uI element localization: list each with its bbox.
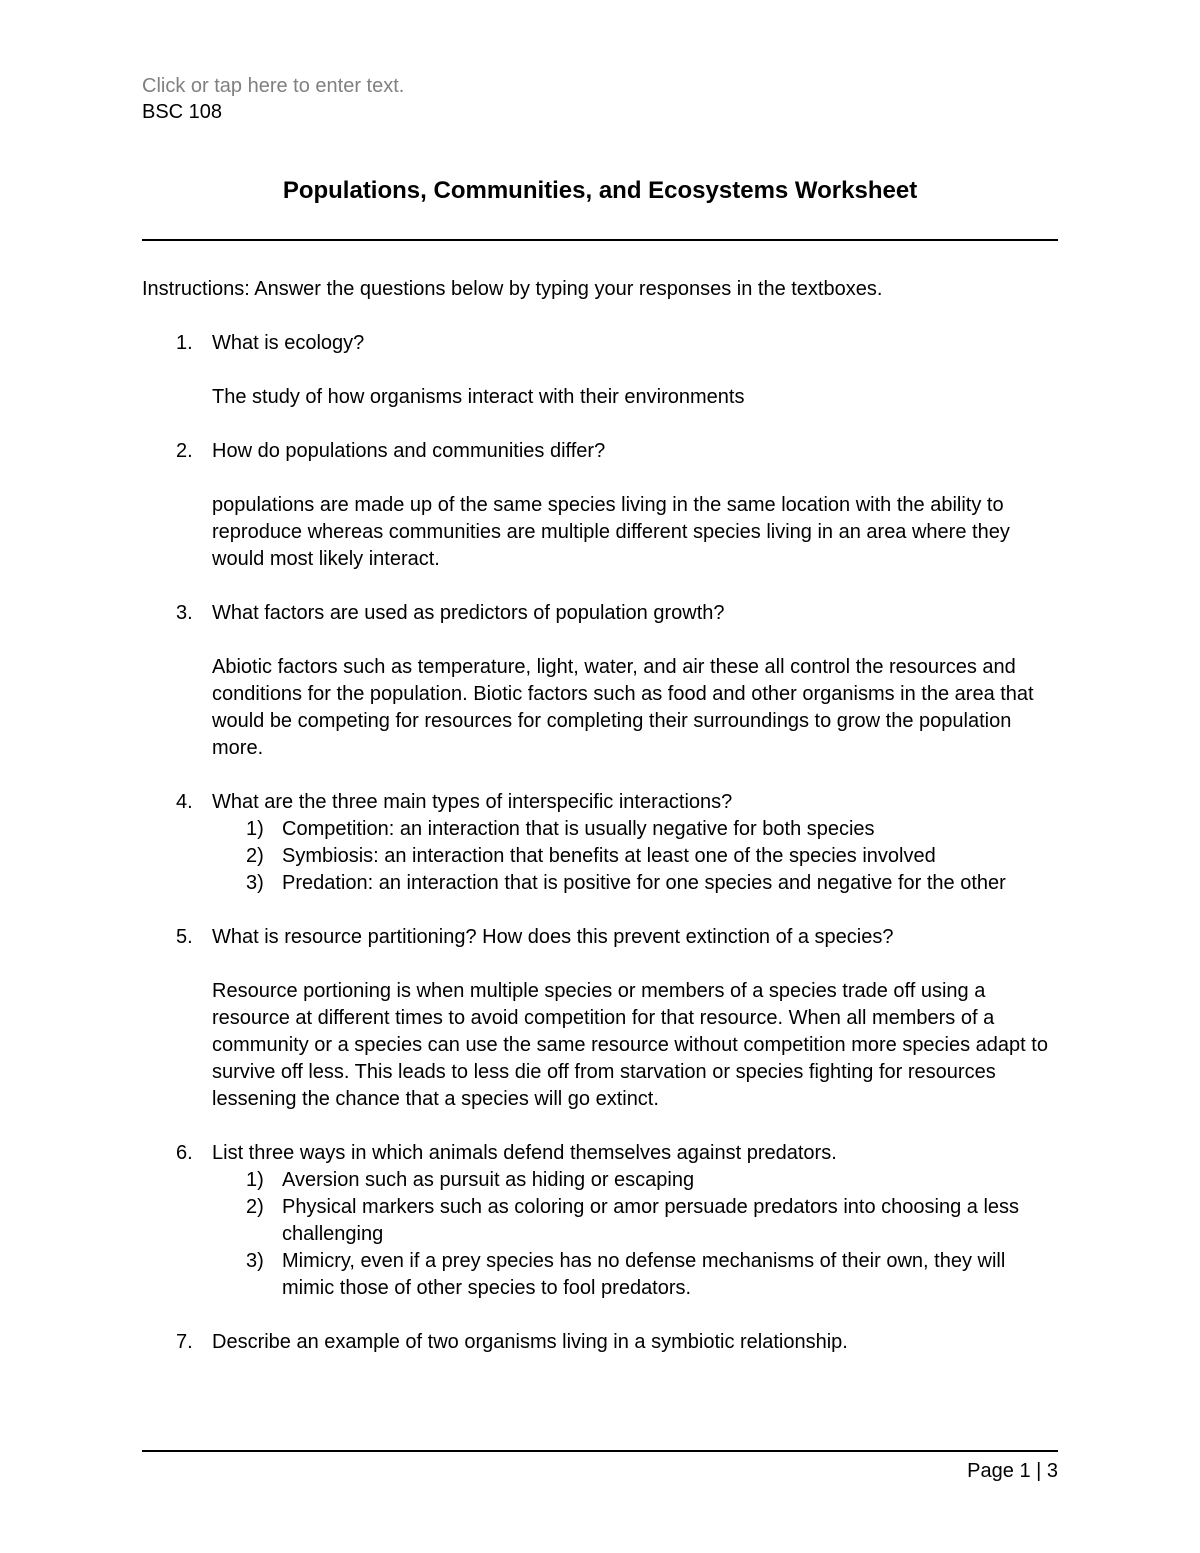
list-item-number: 3) (246, 872, 264, 894)
list-item-number: 1) (246, 1169, 264, 1191)
answer-list-item (142, 816, 1058, 843)
answer-textbox[interactable]: Abiotic factors such as temperature, light, water, and air these all control the resources and conditions for the population. Biotic factors such as food and other organisms in the area that would be competing for resources for completing their surroundings to grow the population more. (212, 656, 1034, 759)
question-text: What are the three main types of interspecific interactions? (212, 791, 733, 813)
question-number: 5. (176, 926, 193, 948)
list-item-text: Predation: an interaction that is positive for one species and negative for the other (282, 872, 1006, 894)
question-6 (142, 1140, 1058, 1302)
header-text-placeholder[interactable]: Click or tap here to enter text. (142, 75, 405, 97)
answer-textbox[interactable]: Resource portioning is when multiple species or members of a species trade off using a resource at different times to avoid competition for that resource. When all members of a community or a species can use the same resource without competition more species adapt to survive off less. This leads to less die off from starvation or species fighting for resources lessening the chance that a species will go extinct. (212, 980, 1048, 1110)
question-2 (142, 438, 1058, 573)
footer-divider (142, 1450, 1058, 1452)
list-item-text: Mimicry, even if a prey species has no defense mechanisms of their own, they will mimic those of other species to fool predators. (282, 1250, 1006, 1299)
question-number: 1. (176, 332, 193, 354)
question-text: What factors are used as predictors of population growth? (212, 602, 725, 624)
title-divider (142, 239, 1058, 241)
answer-list-item (142, 870, 1058, 897)
list-item-text: Symbiosis: an interaction that benefits at least one of the species involved (282, 845, 936, 867)
question-number: 6. (176, 1142, 193, 1164)
list-item-number: 1) (246, 818, 264, 840)
answer-list-item (142, 1194, 1058, 1248)
answer-textbox[interactable]: populations are made up of the same species living in the same location with the ability to reproduce whereas communities are multiple different species living in an area where they would most likely interact. (212, 494, 1010, 570)
question-text: What is resource partitioning? How does this prevent extinction of a species? (212, 926, 894, 948)
question-number: 2. (176, 440, 193, 462)
list-item-number: 2) (246, 845, 264, 867)
question-4 (142, 789, 1058, 897)
answer-textbox[interactable] (212, 1167, 1058, 1302)
question-3 (142, 600, 1058, 762)
instructions: Instructions: Answer the questions below by typing your responses in the textboxes. (142, 278, 883, 300)
list-item-text: Aversion such as pursuit as hiding or escaping (282, 1169, 695, 1191)
course-code: BSC 108 (142, 101, 223, 123)
page-number: Page 1 | 3 (967, 1460, 1058, 1482)
list-item-number: 2) (246, 1196, 264, 1218)
answer-textbox[interactable]: The study of how organisms interact with their environments (212, 386, 745, 408)
question-text: How do populations and communities differ? (212, 440, 606, 462)
question-list (142, 330, 1058, 1383)
list-item-text: Competition: an interaction that is usually negative for both species (282, 818, 875, 840)
list-item-text: Physical markers such as coloring or amor persuade predators into choosing a less challenging (282, 1196, 1020, 1245)
question-number: 7. (176, 1331, 193, 1353)
question-text: What is ecology? (212, 332, 365, 354)
answer-textbox[interactable] (212, 816, 1058, 897)
question-text: Describe an example of two organisms living in a symbiotic relationship. (212, 1331, 848, 1353)
answer-list-item (142, 843, 1058, 870)
question-7 (142, 1329, 1058, 1356)
answer-list-item (142, 1248, 1058, 1302)
answer-list-item (142, 1167, 1058, 1194)
question-text: List three ways in which animals defend themselves against predators. (212, 1142, 837, 1164)
worksheet-title: Populations, Communities, and Ecosystems Worksheet (282, 177, 918, 204)
question-number: 3. (176, 602, 193, 624)
question-number: 4. (176, 791, 193, 813)
question-5 (142, 924, 1058, 1113)
question-1 (142, 330, 1058, 411)
list-item-number: 3) (246, 1250, 264, 1272)
